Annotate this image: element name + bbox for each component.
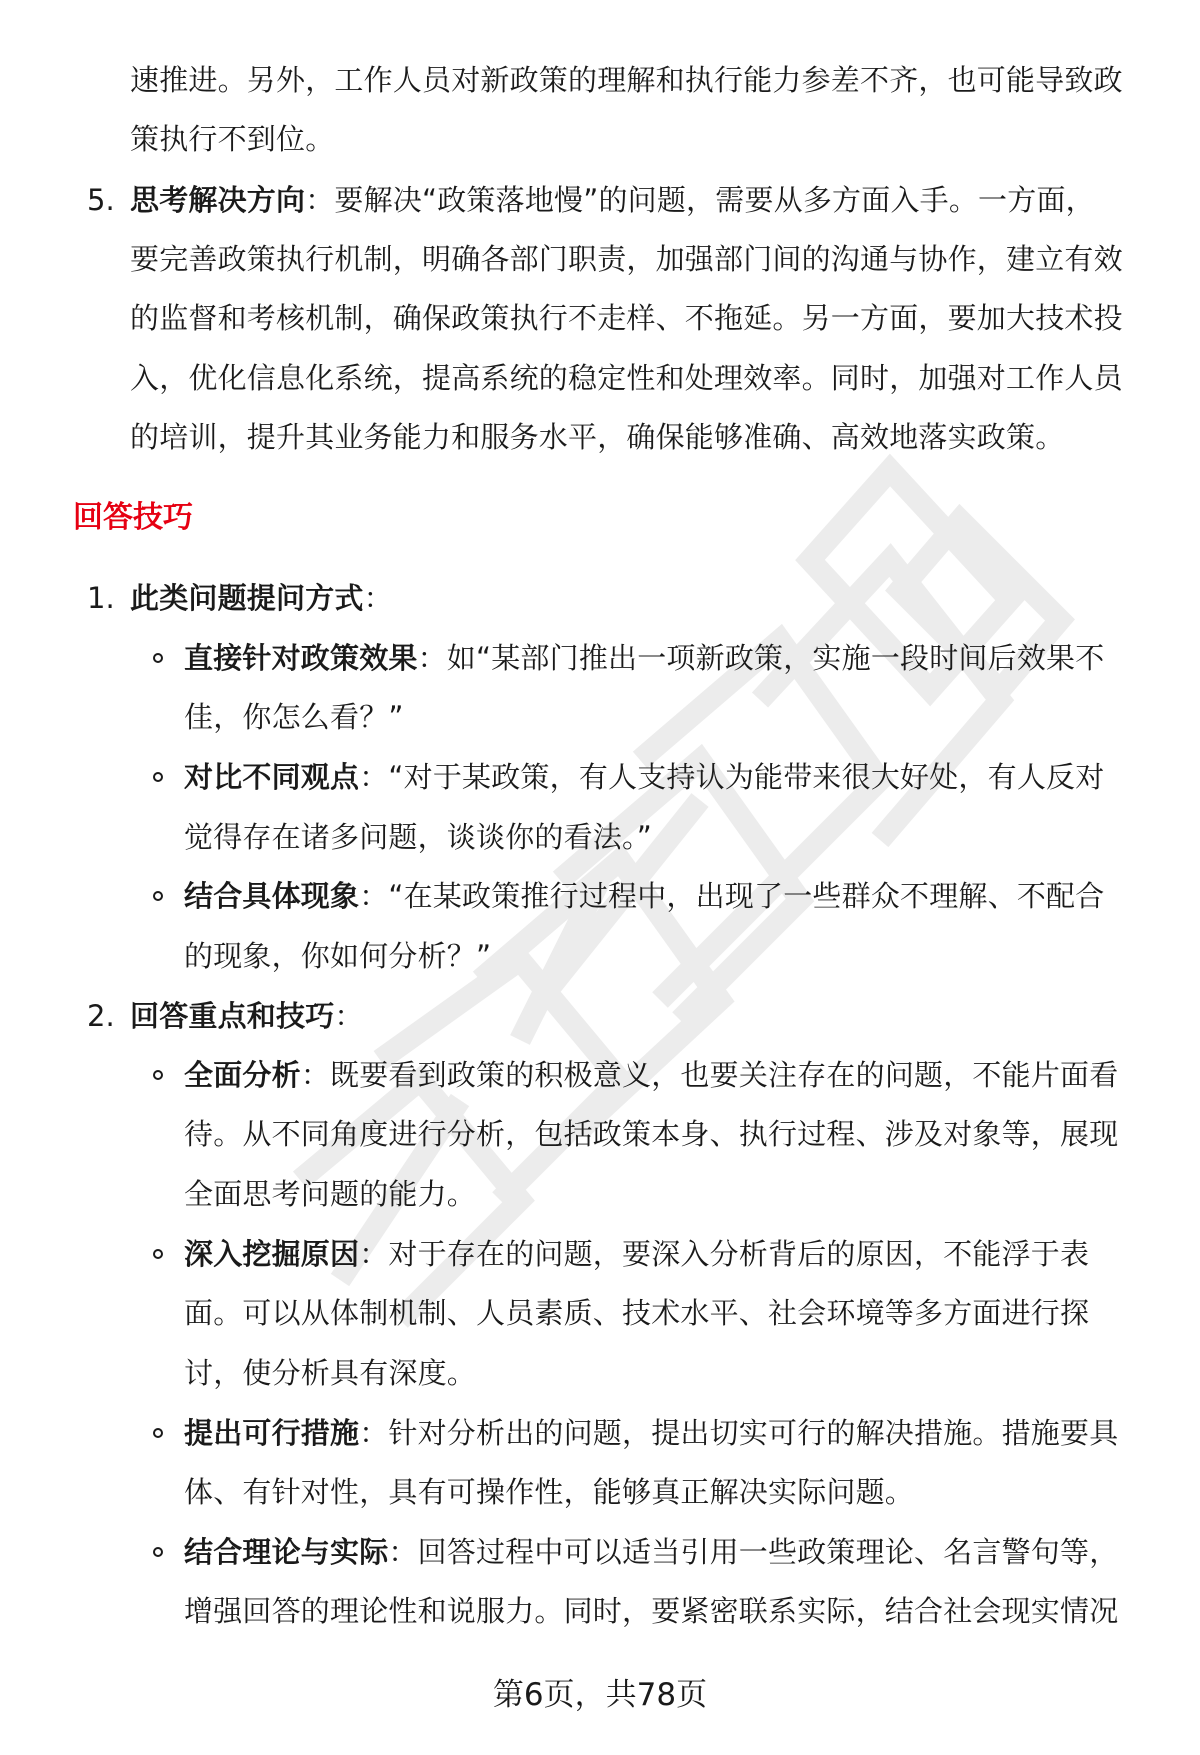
bullet-circle-icon bbox=[153, 772, 163, 782]
bullet-2-4-text: ：回答过程中可以适当引用一些政策理论、名言警句等， bbox=[388, 1535, 1119, 1569]
bullet-circle-icon bbox=[153, 1070, 163, 1080]
bullet-2-2-text: ：对于存在的问题，要深入分析背后的原因，不能浮于表 bbox=[359, 1237, 1090, 1271]
bullet-1-3-text: ：“在某政策推行过程中，出现了一些群众不理解、不配合 bbox=[359, 879, 1105, 913]
list-item-5-title: 思考解决方向 bbox=[130, 183, 306, 217]
section-2-title: 回答重点和技巧 bbox=[130, 999, 335, 1033]
bullet-circle-icon bbox=[153, 1428, 163, 1438]
section-1-title: 此类问题提问方式 bbox=[130, 581, 364, 615]
bullet-2-3-title: 提出可行措施 bbox=[184, 1416, 360, 1450]
bullet-1-2-line-2: 觉得存在诸多问题，谈谈你的看法。” bbox=[184, 820, 652, 854]
bullet-1-1-line-1 bbox=[184, 638, 1104, 678]
bullet-2-4-title: 结合理论与实际 bbox=[184, 1535, 389, 1569]
bullet-2-3-text: ：针对分析出的问题，提出切实可行的解决措施。措施要具 bbox=[359, 1416, 1119, 1450]
bullet-2-3-line-1 bbox=[184, 1413, 1118, 1453]
list-item-5-line-2: 要完善政策执行机制，明确各部门职责，加强部门间的沟通与协作，建立有效 bbox=[130, 242, 1123, 276]
page-number-footer: 第6页，共78页 bbox=[492, 1677, 708, 1713]
bullet-1-2-line-1 bbox=[184, 757, 1104, 797]
bullet-circle-icon bbox=[153, 891, 163, 901]
bullet-2-2-title: 深入挖掘原因 bbox=[184, 1237, 360, 1271]
list-number-1: 1. bbox=[87, 581, 115, 615]
section-1-title-line bbox=[130, 578, 393, 618]
list-item-5-line-4: 入，优化信息化系统，提高系统的稳定性和处理效率。同时，加强对工作人员 bbox=[130, 361, 1123, 395]
section-2-title-line bbox=[130, 996, 364, 1036]
bullet-2-1-text: ：既要看到政策的积极意义，也要关注存在的问题，不能片面看 bbox=[300, 1058, 1119, 1092]
bullet-1-3-title: 结合具体现象 bbox=[184, 879, 360, 913]
bullet-circle-icon bbox=[153, 1249, 163, 1259]
bullet-circle-icon bbox=[153, 1547, 163, 1557]
bullet-1-3-line-1 bbox=[184, 876, 1104, 916]
bullet-2-1-line-3: 全面思考问题的能力。 bbox=[184, 1177, 477, 1211]
bullet-1-1-title: 直接针对政策效果 bbox=[184, 641, 418, 675]
bullet-1-2-text: ：“对于某政策，有人支持认为能带来很大好处，有人反对 bbox=[359, 760, 1105, 794]
intro-line-1: 速推进。另外，工作人员对新政策的理解和执行能力参差不齐，也可能导致政 bbox=[130, 63, 1123, 97]
bullet-1-3-line-2: 的现象，你如何分析？” bbox=[184, 939, 492, 973]
intro-line-2: 策执行不到位。 bbox=[130, 122, 335, 156]
list-item-5-line-1 bbox=[130, 180, 1095, 220]
list-item-5-text: ：要解决“政策落地慢”的问题，需要从多方面入手。一方面， bbox=[305, 183, 1095, 217]
list-number-5: 5. bbox=[87, 183, 115, 217]
section-1-colon: ： bbox=[363, 581, 393, 615]
list-number-2: 2. bbox=[87, 999, 115, 1033]
bullet-2-1-title: 全面分析 bbox=[184, 1058, 301, 1092]
bullet-2-2-line-1 bbox=[184, 1234, 1089, 1274]
bullet-2-2-line-3: 讨，使分析具有深度。 bbox=[184, 1356, 477, 1390]
list-item-5-line-3: 的监督和考核机制，确保政策执行不走样、不拖延。另一方面，要加大技术投 bbox=[130, 301, 1123, 335]
list-item-5-line-5: 的培训，提升其业务能力和服务水平，确保能够准确、高效地落实政策。 bbox=[130, 420, 1065, 454]
section-2-colon: ： bbox=[334, 999, 364, 1033]
bullet-2-2-line-2: 面。可以从体制机制、人员素质、技术水平、社会环境等多方面进行探 bbox=[184, 1296, 1090, 1330]
bullet-2-3-line-2: 体、有针对性，具有可操作性，能够真正解决实际问题。 bbox=[184, 1475, 915, 1509]
bullet-1-1-line-2: 佳，你怎么看？” bbox=[184, 700, 404, 734]
bullet-circle-icon bbox=[153, 653, 163, 663]
section-heading: 回答技巧 bbox=[73, 500, 193, 535]
bullet-2-4-line-2: 增强回答的理论性和说服力。同时，要紧密联系实际，结合社会现实情况 bbox=[184, 1594, 1119, 1628]
bullet-1-2-title: 对比不同观点 bbox=[184, 760, 360, 794]
bullet-2-1-line-1 bbox=[184, 1055, 1118, 1095]
bullet-2-1-line-2: 待。从不同角度进行分析，包括政策本身、执行过程、涉及对象等，展现 bbox=[184, 1117, 1119, 1151]
bullet-1-1-text: ：如“某部门推出一项新政策，实施一段时间后效果不 bbox=[417, 641, 1105, 675]
bullet-2-4-line-1 bbox=[184, 1532, 1118, 1572]
